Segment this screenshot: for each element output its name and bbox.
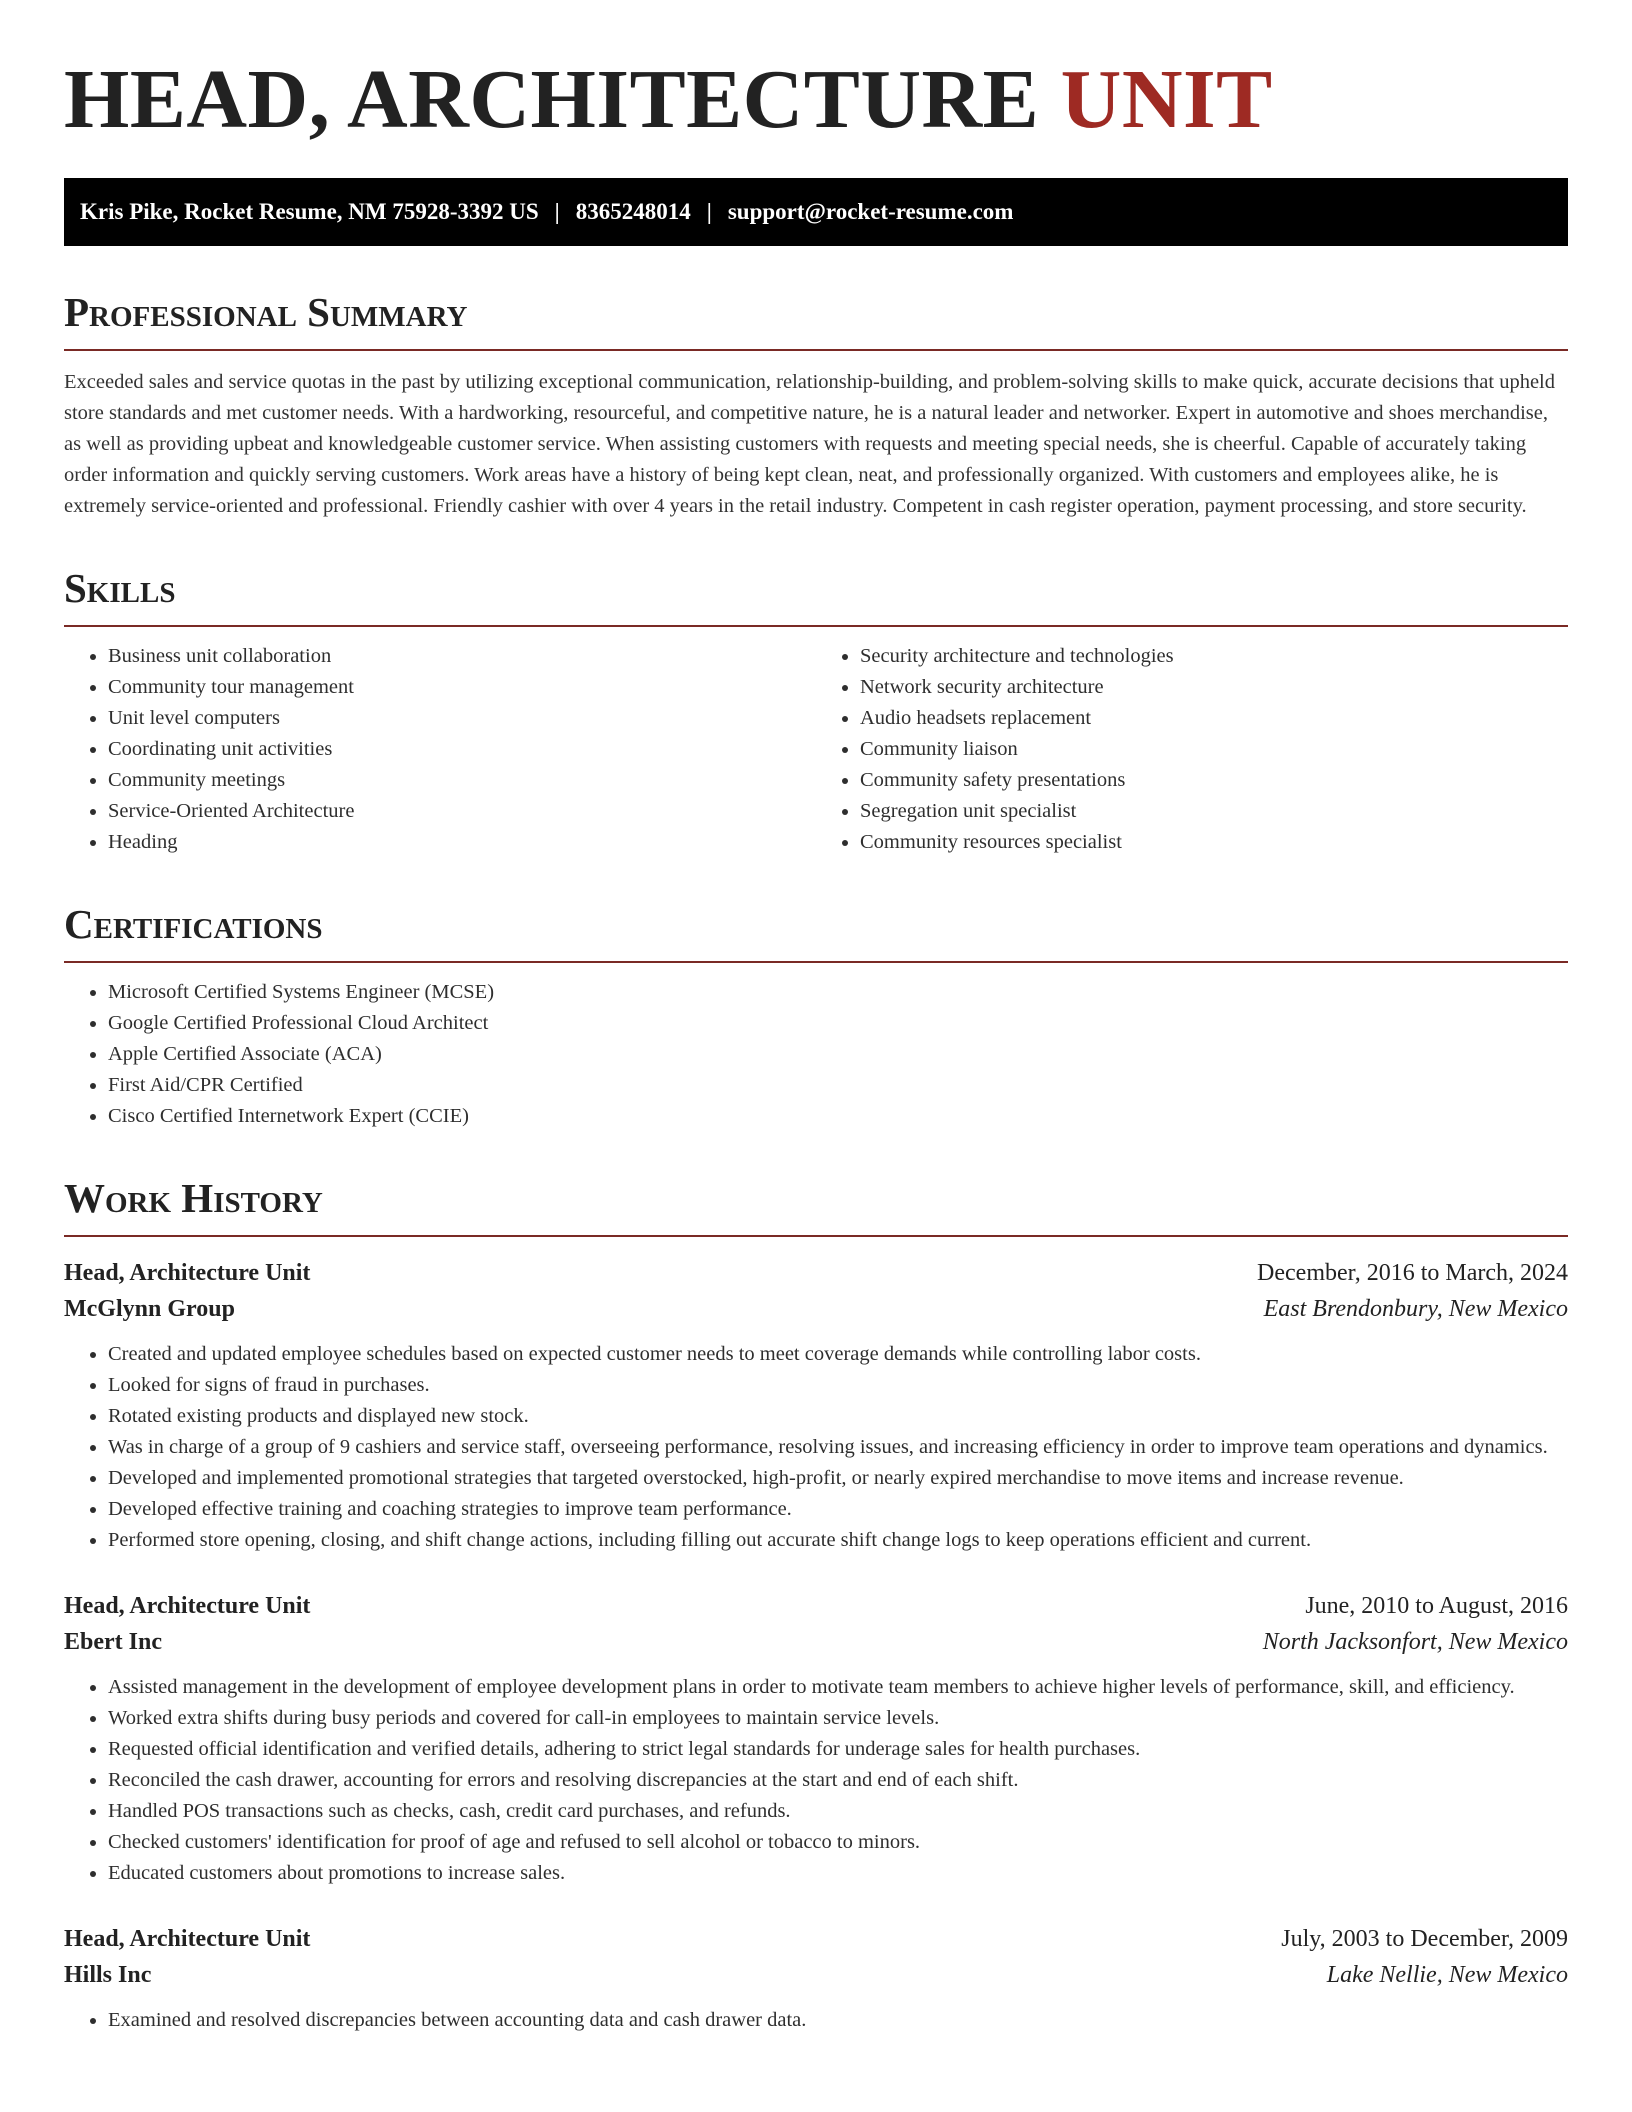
certification-item: • First Aid/CPR Certified bbox=[108, 1070, 1568, 1101]
job-title: Head, Architecture Unit bbox=[64, 1260, 311, 1286]
skills-list-left bbox=[64, 641, 816, 858]
job-bullet: • Developed and implemented promotional strategies that targeted overstocked, high-profit, or nearly expired merchandise to move items and increase revenue. bbox=[108, 1463, 1568, 1494]
job-bullets bbox=[64, 1672, 1568, 1889]
job-company: McGlynn Group bbox=[64, 1296, 235, 1322]
contact-phone: 8365248014 bbox=[575, 199, 691, 224]
job-entry bbox=[64, 1588, 1568, 1889]
job-entry bbox=[64, 1921, 1568, 2036]
summary-section bbox=[64, 289, 1568, 522]
certification-item: • Apple Certified Associate (ACA) bbox=[108, 1039, 1568, 1070]
job-location: North Jacksonfort, New Mexico bbox=[1262, 1629, 1568, 1655]
job-title: Head, Architecture Unit bbox=[64, 1926, 311, 1952]
skill-item: • Community meetings bbox=[108, 765, 816, 796]
contact-separator: | bbox=[554, 199, 560, 224]
resume-title bbox=[64, 53, 1568, 146]
certification-item: • Microsoft Certified Systems Engineer (MCSE) bbox=[108, 977, 1568, 1008]
certifications-section bbox=[64, 901, 1568, 1132]
skill-item: • Unit level computers bbox=[108, 703, 816, 734]
job-bullet: • Created and updated employee schedules based on expected customer needs to meet coverage demands while controlling labor costs. bbox=[108, 1339, 1568, 1370]
job-company-row bbox=[64, 1957, 1568, 1993]
skill-item: • Network security architecture bbox=[860, 672, 1568, 703]
title-accent: UNIT bbox=[1060, 53, 1273, 146]
skills-heading: Skills bbox=[64, 568, 1568, 627]
skill-item: • Audio headsets replacement bbox=[860, 703, 1568, 734]
contact-email: support@rocket-resume.com bbox=[727, 199, 1014, 224]
job-bullet: • Was in charge of a group of 9 cashiers and service staff, overseeing performance, resolving issues, and increasing efficiency in order to improve team operations and dynamics. bbox=[108, 1432, 1568, 1463]
job-bullet: • Assisted management in the development of employee development plans in order to motivate team members to achieve higher levels of performance, skill, and efficiency. bbox=[108, 1672, 1568, 1703]
certifications-list bbox=[64, 977, 1568, 1132]
job-entry bbox=[64, 1255, 1568, 1556]
job-location: Lake Nellie, New Mexico bbox=[1326, 1962, 1568, 1988]
work-history-heading: Work History bbox=[64, 1178, 1568, 1237]
job-bullet: • Handled POS transactions such as checks, cash, credit card purchases, and refunds. bbox=[108, 1796, 1568, 1827]
job-bullet: • Performed store opening, closing, and shift change actions, including filling out accurate shift change logs to keep operations efficient and current. bbox=[108, 1525, 1568, 1556]
skill-item: • Service-Oriented Architecture bbox=[108, 796, 816, 827]
job-bullet: • Worked extra shifts during busy periods and covered for call-in employees to maintain service levels. bbox=[108, 1703, 1568, 1734]
contact-separator: | bbox=[706, 199, 712, 224]
skill-item: • Security architecture and technologies bbox=[860, 641, 1568, 672]
contact-bar bbox=[64, 178, 1568, 246]
skills-list-right bbox=[816, 641, 1568, 858]
skill-item: • Segregation unit specialist bbox=[860, 796, 1568, 827]
skills-grid bbox=[64, 627, 1568, 858]
skill-item: • Community resources specialist bbox=[860, 827, 1568, 858]
job-company: Ebert Inc bbox=[64, 1629, 162, 1655]
certification-item: • Cisco Certified Internetwork Expert (CCIE) bbox=[108, 1101, 1568, 1132]
work-history-section bbox=[64, 1175, 1568, 2036]
job-location: East Brendonbury, New Mexico bbox=[1263, 1296, 1568, 1322]
job-company: Hills Inc bbox=[64, 1962, 152, 1988]
skill-item: • Community safety presentations bbox=[860, 765, 1568, 796]
job-bullet: • Looked for signs of fraud in purchases. bbox=[108, 1370, 1568, 1401]
skill-item: • Community tour management bbox=[108, 672, 816, 703]
job-title: Head, Architecture Unit bbox=[64, 1593, 311, 1619]
job-bullets bbox=[64, 1339, 1568, 1556]
skills-section bbox=[64, 565, 1568, 858]
summary-heading: Professional Summary bbox=[64, 292, 1568, 351]
job-company-row bbox=[64, 1291, 1568, 1327]
job-bullet: • Developed effective training and coaching strategies to improve team performance. bbox=[108, 1494, 1568, 1525]
job-company-row bbox=[64, 1624, 1568, 1660]
job-bullet: • Examined and resolved discrepancies between accounting data and cash drawer data. bbox=[108, 2005, 1568, 2036]
job-dates: June, 2010 to August, 2016 bbox=[1305, 1593, 1568, 1619]
contact-address: Kris Pike, Rocket Resume, NM 75928-3392 US bbox=[80, 199, 539, 224]
job-dates: December, 2016 to March, 2024 bbox=[1257, 1260, 1568, 1286]
skill-item: • Heading bbox=[108, 827, 816, 858]
title-main: HEAD, ARCHITECTURE bbox=[64, 53, 1040, 146]
job-title-row bbox=[64, 1255, 1568, 1291]
job-title-row bbox=[64, 1921, 1568, 1957]
job-bullet: • Rotated existing products and displayed new stock. bbox=[108, 1401, 1568, 1432]
job-bullets bbox=[64, 2005, 1568, 2036]
job-bullet: • Educated customers about promotions to increase sales. bbox=[108, 1858, 1568, 1889]
job-bullet: • Reconciled the cash drawer, accounting for errors and resolving discrepancies at the start and end of each shift. bbox=[108, 1765, 1568, 1796]
skill-item: • Coordinating unit activities bbox=[108, 734, 816, 765]
certification-item: • Google Certified Professional Cloud Architect bbox=[108, 1008, 1568, 1039]
skill-item: • Community liaison bbox=[860, 734, 1568, 765]
certifications-heading: Certifications bbox=[64, 904, 1568, 963]
summary-text: Exceeded sales and service quotas in the past by utilizing exceptional communication, relationship-building, and problem-solving skills to make quick, accurate decisions that upheld store standards and met customer needs. With a hardworking, resourceful, and competitive nature, he is a natural leader and networker. Expert in automotive and shoes merchandise, as well as providing upbeat and knowledgeable customer service. When assisting customers with requests and meeting special needs, she is cheerful. Capable of accurately taking order information and quickly serving customers. Work areas have a history of being kept clean, neat, and professionally organized. With customers and employees alike, he is extremely service-oriented and professional. Friendly cashier with over 4 years in the retail industry. Competent in cash register operation, payment processing, and store security. bbox=[64, 371, 1555, 517]
skill-item: • Business unit collaboration bbox=[108, 641, 816, 672]
job-bullet: • Requested official identification and verified details, adhering to strict legal standards for underage sales for health purchases. bbox=[108, 1734, 1568, 1765]
job-title-row bbox=[64, 1588, 1568, 1624]
job-bullet: • Checked customers' identification for proof of age and refused to sell alcohol or tobacco to minors. bbox=[108, 1827, 1568, 1858]
job-dates: July, 2003 to December, 2009 bbox=[1281, 1926, 1568, 1952]
